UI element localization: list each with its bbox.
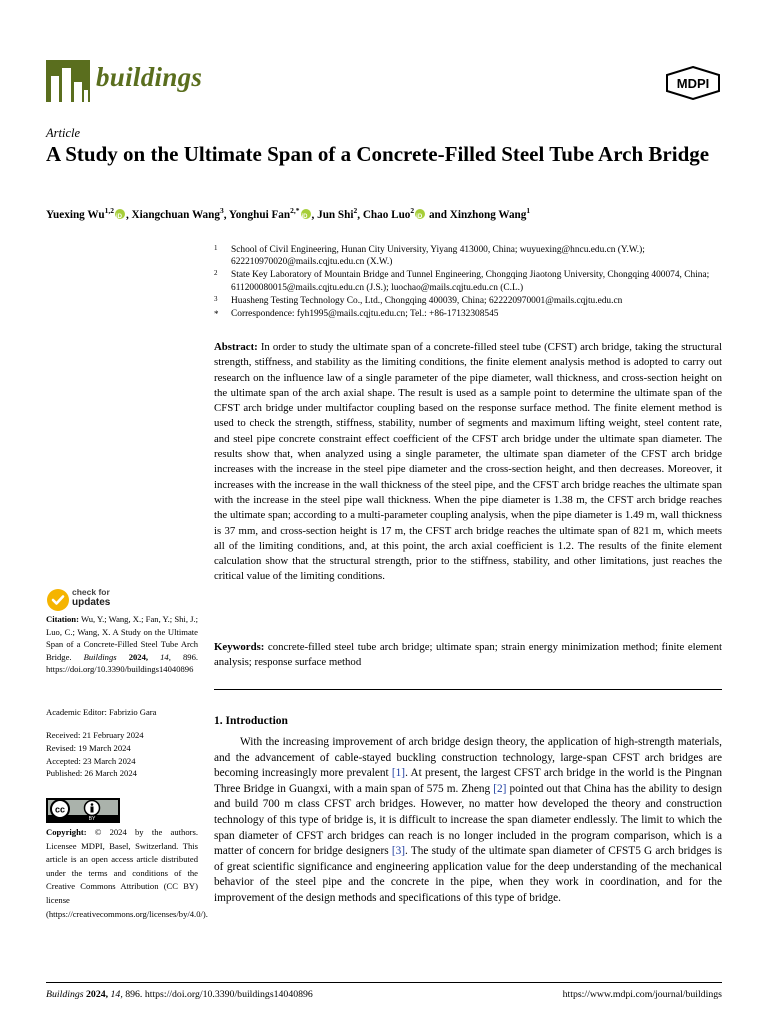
author-affil-mark: 1,2 (104, 206, 114, 215)
abstract-label: Abstract: (214, 341, 258, 353)
correspondence-item (214, 308, 724, 320)
check-line: check for (72, 587, 110, 597)
svg-text:cc: cc (54, 804, 66, 815)
affiliation-mark: 2 (214, 269, 218, 278)
author-affil-mark: 3 (219, 206, 224, 215)
citation-block (46, 613, 198, 676)
affiliation-item (214, 295, 724, 307)
academic-editor: Academic Editor: Fabrizio Gara (46, 707, 157, 717)
citation-volume: 14, (160, 651, 171, 662)
correspondence-text: Correspondence: fyh1995@mails.cqjtu.edu.cn; Tel.: +86-17132308545 (231, 308, 499, 319)
author-affil-mark: 1 (526, 206, 531, 215)
affiliation-text: State Key Laboratory of Mountain Bridge and Tunnel Engineering, Chongqing Jiaotong University, Chongqing 400074, China; 611200080015@mails.cqjtu.edu.cn (J.S.); luochao@mails.cqjtu.edu.cn (C.L.) (231, 270, 710, 293)
dates-block (46, 729, 198, 780)
author-name[interactable]: Xinzhong Wang (449, 209, 527, 221)
check-for-updates-icon[interactable] (46, 588, 70, 612)
article-title: A Study on the Ultimate Span of a Concrete-Filled Steel Tube Arch Bridge (46, 142, 710, 166)
citation-journal: Buildings (83, 651, 117, 662)
author-affil-mark: 2 (353, 206, 358, 215)
orcid-icon[interactable] (115, 209, 125, 219)
citation-link[interactable]: [3] (391, 845, 406, 858)
abstract (214, 340, 722, 585)
affiliation-mark: 3 (214, 294, 218, 303)
date-accepted: Accepted: 23 March 2024 (46, 755, 136, 766)
author-affil-mark: 2,* (290, 206, 300, 215)
affiliation-mark: * (214, 308, 219, 319)
paragraph-text: . The study of the ultimate span diameter of CFST5 G arch bridges is of great scientific significance and engineering application value for the deep understanding of the mechanical behavior of the steel pipe and the concrete in the pipe, when they work in coordination, and for the improvement of the design methods and specifications of this type of bridge. (214, 845, 722, 904)
author-name[interactable]: Yuexing Wu (46, 209, 105, 221)
footer-doi[interactable]: 896. https://doi.org/10.3390/buildings14040896 (125, 989, 313, 1000)
check-for-updates-label (72, 588, 110, 607)
paragraph-text: With the increasing improvement of arch bridge design theory, the application of high-strength materials, and the advancement of cable-stayed buckling construction technology, large-span CFST arch bridges are becoming increasingly more prevalent (214, 736, 722, 780)
copyright-text: © 2024 by the authors. Licensee MDPI, Basel, Switzerland. This article is an open access article distributed under the terms and conditions of the Creative Commons Attribution (CC BY) license (https://creativecommons.org/licenses/by/4.0/). (46, 827, 208, 919)
introduction-paragraph (214, 735, 722, 907)
affiliations (214, 244, 724, 320)
journal-header (46, 60, 722, 104)
date-revised: Revised: 19 March 2024 (46, 742, 131, 753)
keywords-label: Keywords: (214, 641, 265, 653)
mdpi-logo-icon[interactable] (664, 66, 722, 100)
date-received: Received: 21 February 2024 (46, 730, 144, 740)
citation-label: Citation: (46, 614, 79, 624)
author-affil-mark: 2 (410, 206, 415, 215)
citation-text: Wu, Y.; Wang, X.; Fan, Y.; Shi, J.; Luo, C.; Wang, X. A Study on the Ultimate Span of a Concrete-Filled Steel Tube Arch Bridge. (46, 614, 199, 662)
journal-name: buildings (96, 62, 203, 92)
citation-doi[interactable]: 896. https://doi.org/10.3390/buildings14040896 (46, 651, 199, 675)
affiliation-item (214, 269, 724, 294)
check-line: updates (72, 596, 111, 608)
copyright-block (46, 826, 208, 921)
footer-journal: Buildings (46, 989, 84, 1000)
citation-year: 2024, (128, 651, 149, 662)
affiliation-text: School of Civil Engineering, Hunan City University, Yiyang 413000, China; wuyuexing@hncu.edu.cn (Y.W.); 622210970020@mails.cqjtu.edu.cn (X.W.) (231, 245, 645, 268)
author-name[interactable]: Jun Shi (317, 209, 354, 221)
abstract-text: In order to study the ultimate span of a concrete-filled steel tube (CFST) arch bridge, taking the structural strength, stiffness, and stability as the limiting conditions, the finite element analysis method is adopted to carry out research on the influence law of a single parameter of the pipe diameter, wall thickness, and cross-section height on the ultimate span of the arch axial shape. The result is used as a sample point to determine the ultimate span of the CFST arch bridge under multifactor coupling based on the response surface method. The finite element method is used to check the strength, stiffness, stability, number of segments and maximum lifting weight, steel content rate, and steel pipe concrete constraint effect coefficient of the CFST arch bridge under the ultimate span diameter. The results show that, when analyzed using a single parameter, the ultimate span diameter of the CFST arch bridge increases with the increase in the steel pipe diameter and the cross-section height, and then decreases. Moreover, it increases with the increase in the wall thickness of the steel pipe, and the CFST arch bridge reaches the ultimate span with the increase in the steel pipe wall thickness. When the pipe diameter is 1.38 m, the CFST arch bridge reaches the ultimate span; according to a multi-parameter coupling analysis, when the pipe diameter is 1.49 m, wall thickness is 37 mm, and cross-section height is 17 m, the CFST arch bridge reaches the ultimate span of 821 m, which meets all of the limiting conditions, and, at this point, the arch axial coefficient is 1.2. The results of the finite element calculation show that the structural strength, prior to the stiffness, stability, and other limitations, just reaches the critical value of the limiting conditions. (214, 341, 722, 583)
paragraph-text: pointed out that China has the ability to design and build 700 m class CFST arch bridges. However, no matter how developed the theory and construction technology of this type of bridge is, it is difficult to increase the span diameter endlessly. The limit to which the span diameter of CFST arch bridges can reach is no longer included in the program comparison, which is a matter of concern for bridge designers (214, 782, 723, 858)
article-type: Article (46, 126, 81, 140)
orcid-icon[interactable] (301, 209, 311, 219)
footer-volume: 14, (110, 989, 123, 1000)
buildings-logo-icon (46, 60, 90, 102)
author-list: Yuexing Wu$^{1,2}$iD , Xiangchuan Wang$^3$, Yonghui Fan$^{2,*}$iD , Jun Shi$^2$, Chao Luo$^2$iD and Xinzhong Wang$^1$ (46, 203, 746, 223)
affiliation-mark: 1 (214, 244, 218, 252)
footer-divider (46, 982, 722, 983)
date-published: Published: 26 March 2024 (46, 768, 137, 779)
keywords (214, 640, 722, 671)
footer-journal-url[interactable]: https://www.mdpi.com/journal/buildings (562, 989, 722, 1000)
author-name[interactable]: Xiangchuan Wang (131, 209, 220, 221)
check-for-updates[interactable] (46, 586, 198, 616)
paragraph-text: . At present, the largest CFST arch bridge in the world is the Pingnan Three Bridge in Guangxi, with a main span of 575 m. Zheng (214, 767, 723, 795)
citation-link[interactable]: [1] (391, 767, 406, 780)
section-heading: 1. Introduction (214, 715, 288, 727)
divider (214, 689, 722, 690)
citation-link[interactable]: [2] (493, 782, 507, 795)
keywords-text: concrete-filled steel tube arch bridge; ultimate span; strain energy minimization method; finite element analysis; response surface method (214, 641, 722, 669)
copyright-label: Copyright: (46, 827, 87, 837)
mdpi-logo-text: MDPI (676, 76, 710, 91)
author-name[interactable]: Chao Luo (362, 209, 411, 221)
author-name[interactable]: Yonghui Fan (228, 209, 291, 221)
orcid-icon[interactable] (415, 209, 425, 219)
footer-year: 2024, (86, 989, 109, 1000)
footer-citation (46, 989, 313, 1000)
cc-by-license-icon[interactable] (46, 798, 120, 823)
svg-text:BY: BY (88, 816, 96, 822)
affiliation-text: Huasheng Testing Technology Co., Ltd., Chongqing 400039, China; 622220970001@mails.cqjtu.edu.cn (231, 295, 623, 306)
affiliation-item (214, 244, 724, 269)
